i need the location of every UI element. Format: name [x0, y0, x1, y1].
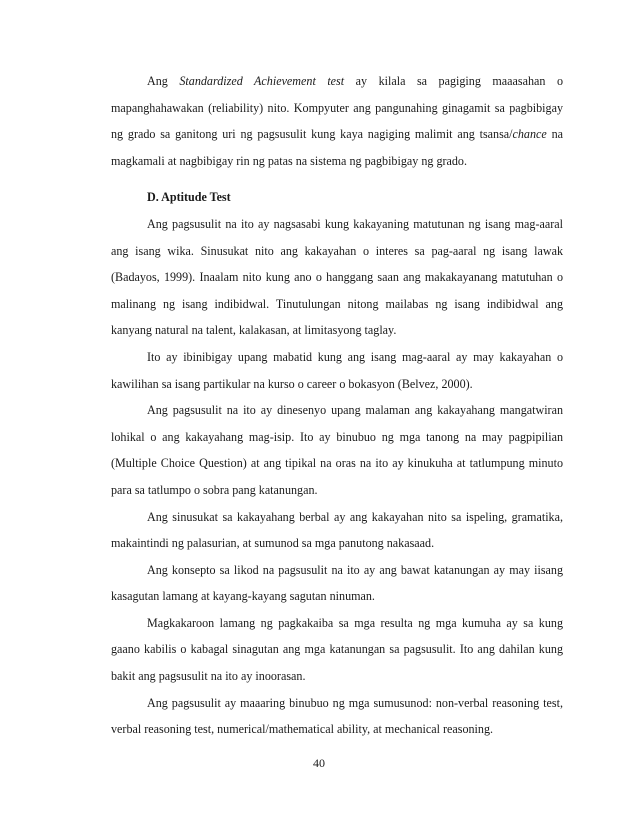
section-paragraph-2: Ito ay ibinibigay upang mabatid kung ang isang mag-aaral ay may kakayahan o kawilihan sa isang partikular na kurso o career o bokasyon (Belvez, 2000). — [111, 349, 563, 391]
page-number: 40 — [313, 756, 325, 770]
section-paragraph-5: Ang konsepto sa likod na pagsusulit na ito ay ang bawat katanungan ay may iisang kasagutan lamang at kayang-kayang sagutan ninuman. — [111, 562, 563, 604]
section-paragraph-3: Ang pagsusulit na ito ay dinesenyo upang malaman ang kakayahang mangatwiran lohikal o ang kakayahang mag-isip. Ito ay binubuo ng mga tanong na may pagpipilian (Multiple Choice Question) at ang tipikal na oras na ito ay kinukuha at tatlumpung minuto para sa tatlumpo o sobra pang katanungan. — [111, 403, 563, 497]
intro-text-2: ay kilala sa pagiging maaasahan o mapanghahawakan (reliability) nito. Kompyuter ang pangunahing ginagamit sa pagbibigay ng grado sa ganitong uri ng pagsusulit kung kaya nagiging malimit ang tsansa/ — [111, 74, 563, 142]
page-body — [111, 68, 563, 743]
section-paragraph-4: Ang sinusukat sa kakayahang berbal ay ang kakayahan nito sa ispeling, gramatika, makaintindi ng palasurian, at sumunod sa mga panutong nakasaad. — [111, 509, 563, 551]
section-heading-aptitude-test: D. Aptitude Test — [147, 190, 231, 205]
section-paragraph-7: Ang pagsusulit ay maaaring binubuo ng mga sumusunod: non-verbal reasoning test, verbal reasoning test, numerical/mathematical ability, at mechanical reasoning. — [111, 695, 563, 737]
intro-italic-chance: chance — [512, 127, 547, 142]
intro-text-3: na magkamali at nagbibigay rin ng patas na sistema ng pagbibigay ng grado. — [111, 127, 563, 168]
section-paragraph-6: Magkakaroon lamang ng pagkakaiba sa mga resulta ng mga kumuha ay sa kung gaano kabilis o kabagal sinagutan ang mga katanungan sa pagsusulit. Ito ang dahilan kung bakit ang pagsusulit na ito ay inoorasan. — [111, 615, 563, 684]
section-paragraph-1: Ang pagsusulit na ito ay nagsasabi kung kakayaning matutunan ng isang mag-aaral ang isang wika. Sinusukat nito ang kakayahan o interes sa pag-aaral ng isang lawak (Badayos, 1999). Inaalam nito kung ano o hanggang saan ang makakayanang matutuhan o malinang ng isang indibidwal. Tinutulungan nitong mailabas ng isang indibidwal ang kanyang natural na talent, kalakasan, at limitasyong taglay. — [111, 216, 563, 338]
intro-italic-term: Standardized Achievement test — [179, 74, 345, 88]
intro-paragraph — [111, 68, 563, 174]
intro-text-1: Ang — [147, 74, 180, 88]
